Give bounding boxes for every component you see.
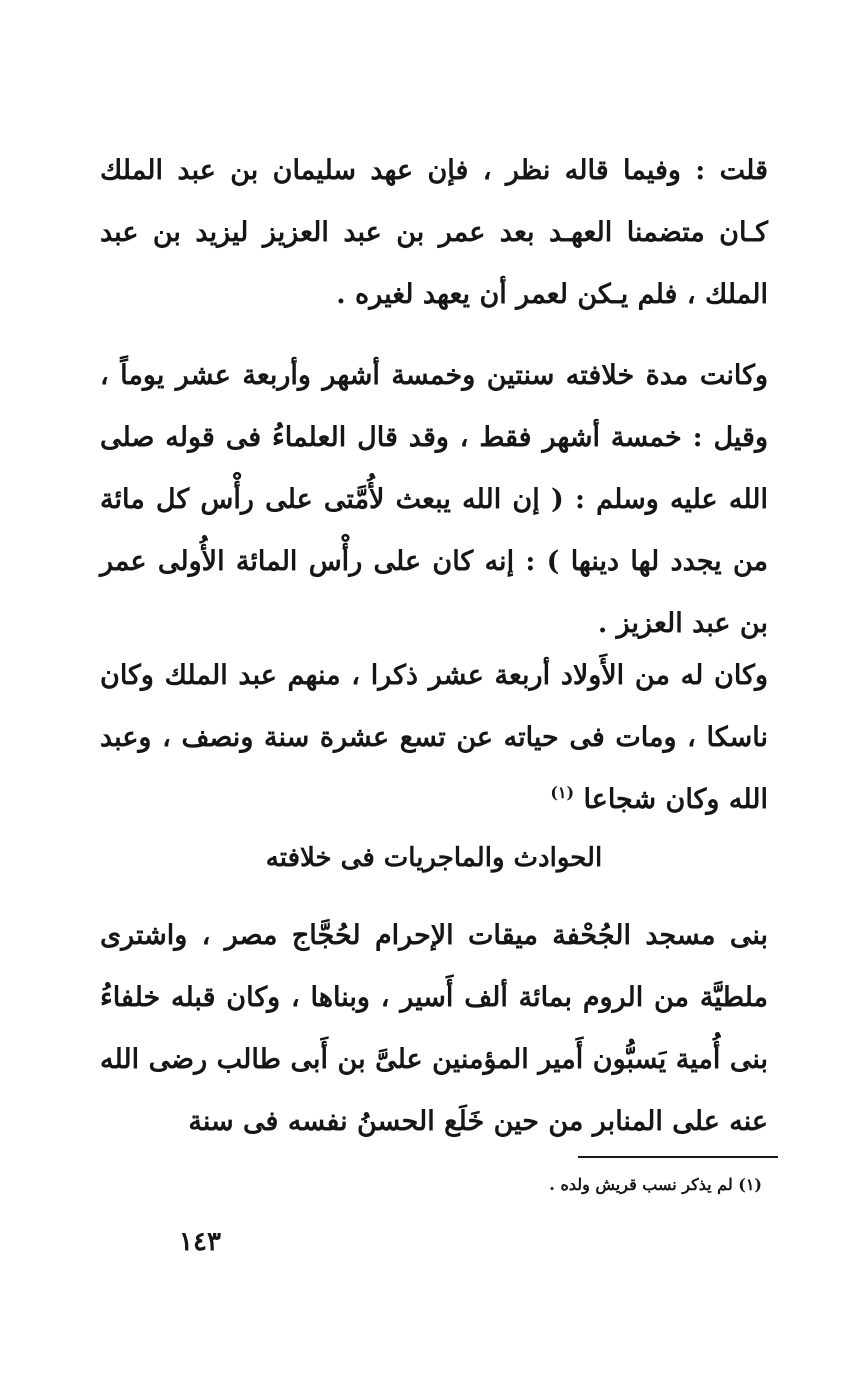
- paragraph-4: بنى مسجد الجُحْفة ميقات الإحرام لحُجَّاج مصر ، واشترى ملطيَّة من الروم بمائة ألف أَسير ، وبناها ، وكان قبله خلفاءُ بنى أُمية يَسبُّون أَمير المؤمنين علىَّ بن أَبى طالب رضى الله عنه على المنابر من حين خَلَع الحسنُ نفسه فى سنة: [100, 920, 768, 1137]
- section-heading: الحوادث والماجريات فى خلافته: [265, 843, 603, 873]
- paragraph-2: وكانت مدة خلافته سنتين وخمسة أشهر وأربعة عشر يوماً ، وقيل : خمسة أشهر فقط ، وقد قال العلماءُ فى قوله صلى الله عليه وسلم : ( إن الله يبعث لأُمَّتى على رأْس كل مائة من يجدد لها دينها ) : إنه كان على رأْس المائة الأُولى عمر بن عبد العزيز .: [100, 360, 768, 639]
- footnote: (١) لم يذكر نسب قريش ولده .: [549, 1175, 762, 1194]
- paragraph-3-text: وكان له من الأَولاد أربعة عشر ذكرا ، منهم عبد الملك وكان ناسكا ، ومات فى حياته عن تسع عشرة سنة ونصف ، وعبد الله وكان شجاعا: [100, 660, 768, 815]
- page-number: ١٤٣: [179, 1227, 221, 1257]
- paragraph-3: [100, 645, 768, 831]
- footnote-separator: [578, 1156, 778, 1158]
- paragraph-1: قلت : وفيما قاله نظر ، فإن عهد سليمان بن عبد الملك كـان متضمنا العهـد بعد عمر بن عبد العزيز ليزيد بن عبد الملك ، فلم يـكن لعمر أن يعهد لغيره .: [100, 155, 768, 310]
- footnote-marker: (١): [550, 783, 575, 802]
